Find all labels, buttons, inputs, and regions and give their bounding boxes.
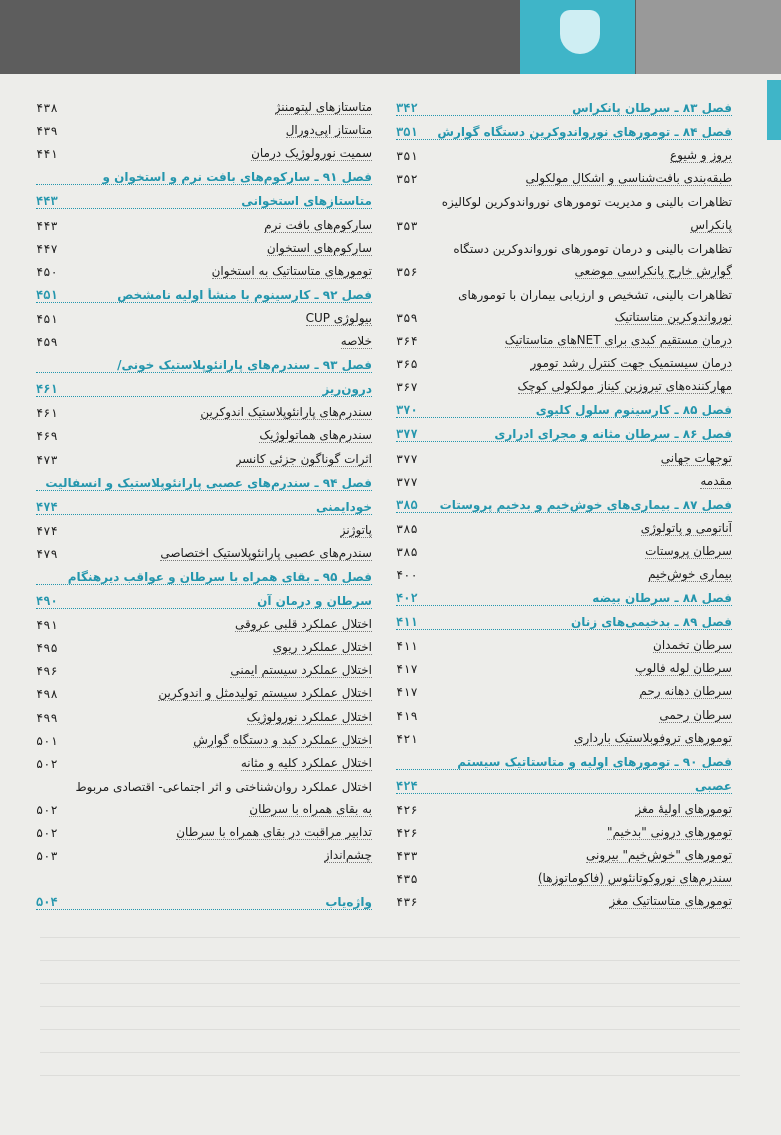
toc-page-number: ۳۸۵ bbox=[396, 497, 418, 512]
toc-entry-title: فصل ۸۵ ـ کارسینوم سلول کلیوی bbox=[535, 403, 732, 418]
toc-page-number: ۳۷۷ bbox=[396, 474, 418, 489]
toc-chapter-row bbox=[396, 394, 732, 418]
toc-page-number: ۴۳۹ bbox=[36, 124, 58, 139]
toc-entry-row bbox=[396, 163, 732, 186]
toc-page-number: ۳۷۷ bbox=[396, 427, 418, 442]
toc-entry-title: تدابیر مراقبت در بقای همراه با سرطان bbox=[176, 825, 372, 839]
toc-entry-title: فصل ۹۳ ـ سندرم‌های پارانئوپلاستیک خونی/ bbox=[117, 358, 372, 373]
toc-entry-row bbox=[396, 513, 732, 536]
toc-page-number: ۴۶۱ bbox=[36, 406, 58, 421]
toc-chapter-row bbox=[396, 606, 732, 630]
toc-entry-title: طبقه‌بندی بافت‌شناسی و اشکال مولکولی bbox=[525, 171, 732, 186]
toc-page-number: ۴۱۷ bbox=[396, 662, 418, 677]
toc-page-number: ۴۱۹ bbox=[396, 708, 418, 723]
toc-page-number: ۴۷۹ bbox=[36, 546, 58, 561]
toc-entry-title: متاستازهای لپتومننژ bbox=[274, 100, 372, 115]
toc-entry-title: سرطان دهانه رحم bbox=[639, 684, 732, 699]
toc-chapter-row bbox=[396, 746, 732, 770]
toc-page-number: ۵۰۲ bbox=[36, 802, 58, 817]
toc-page-number: ۴۳۳ bbox=[396, 849, 418, 864]
toc-entry-row bbox=[396, 466, 732, 489]
toc-page-number: ۳۵۲ bbox=[396, 172, 418, 187]
toc-chapter-row bbox=[36, 491, 372, 515]
toc-entry-row bbox=[396, 863, 732, 886]
toc-entry-row bbox=[36, 420, 372, 443]
toc-entry-title: فصل ۹۱ ـ سارکوم‌های بافت نرم و استخوان و bbox=[102, 170, 372, 185]
toc-entry-title: فصل ۸۴ ـ تومورهای نورواندوکرین دستگاه گوارش bbox=[437, 125, 732, 140]
toc-entry-title: خلاصه bbox=[340, 334, 372, 349]
toc-chapter-row bbox=[36, 373, 372, 397]
toc-entry-title: درمان مستقیم کبدی برای NETهای متاستاتیک bbox=[504, 333, 732, 348]
toc-entry-title: متاستازهای استخوانی bbox=[241, 194, 372, 209]
toc-page-number: ۴۱۱ bbox=[396, 639, 418, 654]
toc-entry-title: توجهات جهانی bbox=[660, 450, 732, 465]
toc-entry-row bbox=[36, 538, 372, 561]
toc-page-number: ۳۵۱ bbox=[396, 149, 418, 164]
toc-entry-title: فصل ۸۸ ـ سرطان بیضه bbox=[592, 591, 732, 606]
toc-entry-row bbox=[36, 863, 372, 886]
toc-entry-title: اختلال عملکرد نورولوژیک bbox=[246, 709, 372, 724]
toc-page-number: ۴۴۳ bbox=[36, 194, 58, 209]
toc-entry-row bbox=[36, 794, 372, 817]
toc-entry-row bbox=[36, 840, 372, 863]
toc-entry-title: اختلال عملکرد ریوی bbox=[272, 640, 372, 655]
toc-entry-row bbox=[396, 348, 732, 371]
toc-left-column bbox=[36, 92, 372, 910]
toc-page-number: ۳۷۷ bbox=[396, 451, 418, 466]
toc-page-number: ۵۰۲ bbox=[36, 826, 58, 840]
toc-chapter-row bbox=[36, 585, 372, 609]
toc-page-number: ۴۲۶ bbox=[396, 802, 418, 817]
toc-chapter-row bbox=[396, 489, 732, 513]
toc-entry-title: سندرم‌های عصبی پارانئوپلاستیک اختصاصی bbox=[160, 545, 372, 560]
toc-entry-title: سندرم‌های نوروکوتانئوس (فاکوماتوزها) bbox=[537, 871, 732, 886]
toc-entry-title: فصل ۹۰ ـ تومورهای اولیه و متاستاتیک سیستم bbox=[457, 754, 732, 769]
toc-entry-row bbox=[396, 371, 732, 394]
toc-entry-title: چشم‌انداز bbox=[323, 848, 372, 863]
toc-page-number: ۴۰۲ bbox=[396, 591, 418, 606]
toc-page-number: ۴۵۱ bbox=[36, 311, 58, 326]
toc-entry-title: پانکراس bbox=[690, 217, 732, 232]
toc-entry-row bbox=[396, 630, 732, 653]
toc-entry-title: تومورهای متاستاتیک به استخوان bbox=[211, 263, 372, 278]
toc-page-number: ۴۹۹ bbox=[36, 710, 58, 725]
toc-entry-title: تومورهای درونی "بدخیم" bbox=[607, 825, 732, 839]
toc-page-number: ۴۴۳ bbox=[36, 218, 58, 233]
toc-entry-title: متاستاز اپی‌دورال bbox=[285, 123, 372, 138]
toc-entry-title: سرطان پروستات bbox=[645, 543, 732, 558]
toc-page-number: ۴۳۸ bbox=[36, 101, 58, 116]
toc-entry-row bbox=[396, 559, 732, 582]
toc-entry-title: اثرات گوناگون جزئی کانسر bbox=[235, 451, 372, 466]
toc-page-number: ۴۶۱ bbox=[36, 382, 58, 397]
toc-right-column bbox=[396, 92, 732, 909]
toc-page-number: ۳۵۱ bbox=[396, 125, 418, 140]
toc-entry-row bbox=[36, 655, 372, 678]
toc-entry-title: فصل ۹۵ ـ بقای همراه با سرطان و عواقب دیرهنگام bbox=[67, 569, 372, 584]
toc-page-number: ۴۰۰ bbox=[396, 567, 418, 582]
toc-entry-row bbox=[396, 279, 732, 302]
toc-entry-title: بیولوژی CUP bbox=[305, 310, 372, 325]
toc-entry-row bbox=[36, 609, 372, 632]
toc-entry-title: فصل ۸۶ ـ سرطان مثانه و مجرای ادراری bbox=[494, 427, 732, 442]
toc-entry-row bbox=[396, 699, 732, 722]
toc-page-number: ۴۹۰ bbox=[36, 594, 58, 609]
toc-entry-row bbox=[36, 771, 372, 794]
toc-entry-row bbox=[36, 632, 372, 655]
toc-entry-row bbox=[36, 326, 372, 349]
toc-entry-title: فصل ۸۹ ـ بدخیمی‌های زنان bbox=[570, 615, 732, 630]
toc-entry-row bbox=[396, 886, 732, 909]
bleed-through-lines bbox=[40, 915, 740, 1115]
toc-entry-title: تظاهرات بالینی و درمان تومورهای نورواندوکرین دستگاه bbox=[453, 241, 732, 256]
toc-entry-row bbox=[396, 325, 732, 348]
toc-entry-row bbox=[36, 233, 372, 256]
toc-page-number: ۴۲۶ bbox=[396, 826, 418, 840]
toc-entry-row bbox=[396, 817, 732, 840]
toc-entry-title: خودایمنی bbox=[315, 499, 372, 514]
top-background bbox=[0, 0, 781, 80]
toc-page-number: ۳۸۵ bbox=[396, 544, 418, 559]
toc-chapter-row bbox=[36, 349, 372, 373]
toc-chapter-row bbox=[36, 561, 372, 585]
toc-entry-row bbox=[396, 794, 732, 817]
toc-entry-title: فصل ۸۷ ـ بیماری‌های خوش‌خیم و بدخیم پروستات bbox=[439, 497, 732, 512]
toc-chapter-row bbox=[396, 770, 732, 794]
toc-entry-row bbox=[396, 653, 732, 676]
toc-page-number: ۳۴۲ bbox=[396, 101, 418, 116]
toc-entry-title: تظاهرات بالینی و مدیریت تومورهای نورواندوکرین لوکالیزه bbox=[441, 195, 732, 210]
toc-page-number: ۴۴۱ bbox=[36, 147, 58, 162]
toc-page-number: ۴۹۶ bbox=[36, 664, 58, 679]
toc-chapter-row bbox=[396, 418, 732, 442]
toc-page-number: ۴۳۵ bbox=[396, 872, 418, 887]
toc-chapter-row bbox=[396, 582, 732, 606]
toc-chapter-row bbox=[36, 279, 372, 303]
toc-entry-row bbox=[396, 140, 732, 163]
toc-page-number: ۳۸۵ bbox=[396, 521, 418, 536]
toc-entry-row bbox=[396, 536, 732, 559]
toc-entry-title: اختلال عملکرد سیستم ایمنی bbox=[230, 663, 372, 678]
toc-entry-title: سارکوم‌های استخوان bbox=[266, 240, 372, 255]
toc-page-number: ۴۶۹ bbox=[36, 429, 58, 444]
toc-entry-title: تظاهرات بالینی، تشخیص و ارزیابی بیماران با تومورهای bbox=[458, 287, 732, 302]
toc-page-number: ۴۱۷ bbox=[396, 685, 418, 700]
bookmark-tab bbox=[767, 80, 781, 140]
toc-entry-row bbox=[396, 302, 732, 325]
toc-entry-title: اختلال عملکرد کلیه و مثانه bbox=[240, 755, 372, 770]
toc-entry-row bbox=[36, 115, 372, 138]
toc-page-number: ۴۴۷ bbox=[36, 241, 58, 256]
toc-entry-row bbox=[36, 725, 372, 748]
toc-entry-row bbox=[36, 678, 372, 701]
toc-entry-title: بروز و شیوع bbox=[669, 148, 732, 163]
toc-page-number: ۴۳۶ bbox=[396, 895, 418, 910]
toc-entry-row bbox=[396, 723, 732, 746]
toc-page-number: ۴۵۱ bbox=[36, 287, 58, 302]
toc-chapter-row bbox=[36, 185, 372, 209]
toc-entry-title: درون‌ریز bbox=[322, 382, 372, 397]
toc-entry-title: فصل ۸۳ ـ سرطان پانکراس bbox=[572, 101, 732, 116]
toc-entry-row bbox=[36, 256, 372, 279]
toc-entry-title: پاتوژنز bbox=[339, 522, 372, 537]
toc-chapter-row bbox=[396, 116, 732, 140]
toc-entry-title: سارکوم‌های بافت نرم bbox=[264, 217, 372, 232]
toc-page-number: ۴۷۳ bbox=[36, 452, 58, 467]
toc-page-number: ۳۷۰ bbox=[396, 403, 418, 418]
toc-entry-title: سرطان و درمان آن bbox=[257, 594, 372, 609]
toc-chapter-row bbox=[396, 92, 732, 116]
toc-entry-row bbox=[36, 209, 372, 232]
toc-entry-row bbox=[396, 186, 732, 209]
toc-entry-row bbox=[396, 676, 732, 699]
toc-entry-row bbox=[396, 256, 732, 279]
toc-entry-row bbox=[36, 515, 372, 538]
toc-entry-row bbox=[36, 748, 372, 771]
toc-page-number: ۳۶۴ bbox=[396, 334, 418, 349]
toc-entry-title: تومورهای تروفوبلاستیک بارداری bbox=[574, 730, 732, 745]
toc-page-number: ۳۶۵ bbox=[396, 357, 418, 372]
toc-page-number: ۵۰۴ bbox=[36, 895, 58, 910]
header-gray-block bbox=[636, 0, 781, 80]
toc-entry-title: فصل ۹۴ ـ سندرم‌های عصبی پارانئوپلاستیک و انسفالیت bbox=[45, 475, 372, 490]
toc-entry-title: سندرم‌های هماتولوژیک bbox=[259, 428, 372, 443]
toc-entry-title: سمیت نورولوژیک درمان bbox=[251, 146, 372, 161]
toc-entry-title: آناتومی و پاتولوژی bbox=[640, 520, 732, 535]
toc-entry-title: تومورهای اولیهٔ مغز bbox=[635, 801, 732, 816]
toc-entry-title: اختلال عملکرد سیستم تولیدمثل و اندوکرین bbox=[158, 686, 372, 701]
toc-entry-title: واژه‌یاب bbox=[325, 895, 372, 910]
toc-entry-row bbox=[396, 209, 732, 232]
toc-entry-row bbox=[36, 92, 372, 115]
toc-page-number: ۳۵۹ bbox=[396, 310, 418, 325]
toc-entry-title: اختلال عملکرد کبد و دستگاه گوارش bbox=[193, 732, 372, 747]
toc-page-number: ۴۹۵ bbox=[36, 641, 58, 656]
toc-entry-title: به بقای همراه با سرطان bbox=[249, 801, 372, 816]
toc-entry-title: گوارش خارج پانکراسی موضعی bbox=[574, 263, 732, 278]
toc-entry-title: اختلال عملکرد قلبی عروقی bbox=[234, 617, 372, 632]
toc-entry-title: سرطان لوله فالوپ bbox=[635, 661, 732, 676]
toc-page-number: ۴۵۹ bbox=[36, 335, 58, 350]
toc-page-number: ۳۶۷ bbox=[396, 380, 418, 395]
toc-entry-title: درمان سیستمیک جهت کنترل رشد تومور bbox=[530, 356, 732, 371]
toc-entry-title: تومورهای متاستاتیک مغز bbox=[609, 894, 732, 909]
toc-page-number: ۳۵۳ bbox=[396, 218, 418, 233]
toc-page-number: ۴۹۸ bbox=[36, 687, 58, 702]
toc-entry-row bbox=[36, 397, 372, 420]
toc-page-number: ۴۷۴ bbox=[36, 499, 58, 514]
book-header-tab bbox=[520, 0, 635, 74]
toc-entry-title: مقدمه bbox=[700, 473, 732, 488]
toc-entry-row bbox=[396, 840, 732, 863]
toc-entry-row bbox=[36, 138, 372, 161]
toc-chapter-row bbox=[36, 161, 372, 185]
toc-entry-title: مهارکننده‌های تیروزین کیناز مولکولی کوچک bbox=[517, 379, 732, 394]
toc-entry-row bbox=[396, 442, 732, 465]
toc-entry-title: سرطان رحمی bbox=[659, 707, 732, 722]
toc-page-number: ۴۲۱ bbox=[396, 731, 418, 746]
toc-entry-row bbox=[36, 303, 372, 326]
toc-entry-title: فصل ۹۲ ـ کارسینوم با منشأ اولیه نامشخص bbox=[117, 287, 372, 302]
toc-page-number: ۴۹۱ bbox=[36, 618, 58, 633]
toc-entry-title: اختلال عملکرد روان‌شناختی و اثر اجتماعی- اقتصادی مربوط bbox=[75, 779, 372, 794]
toc-entry-row bbox=[36, 701, 372, 724]
toc-chapter-row bbox=[36, 886, 372, 910]
toc-page-number: ۳۵۶ bbox=[396, 264, 418, 279]
toc-entry-title: بیماری خوش‌خیم bbox=[648, 566, 732, 581]
toc-page-number: ۴۵۰ bbox=[36, 264, 58, 279]
toc-chapter-row bbox=[36, 467, 372, 491]
toc-entry-title: تومورهای "خوش‌خیم" بیرونی bbox=[585, 848, 732, 863]
toc-page-number: ۴۲۴ bbox=[396, 778, 418, 793]
toc-entry-title: عصبی bbox=[694, 778, 732, 793]
toc-entry-row bbox=[36, 817, 372, 840]
toc-page-number: ۵۰۳ bbox=[36, 849, 58, 864]
toc-page-number: ۵۰۲ bbox=[36, 756, 58, 771]
toc-entry-title: سرطان تخمدان bbox=[653, 638, 732, 653]
toc-page-number: ۵۰۱ bbox=[36, 733, 58, 748]
toc-entry-title: نورواندوکرین متاستاتیک bbox=[614, 309, 732, 324]
toc-page-number: ۴۷۴ bbox=[36, 523, 58, 538]
toc-page-number: ۴۱۱ bbox=[396, 615, 418, 630]
toc-entry-row bbox=[36, 443, 372, 466]
toc-entry-title: سندرم‌های پارانئوپلاستیک اندوکرین bbox=[200, 405, 372, 420]
toc-entry-row bbox=[396, 233, 732, 256]
